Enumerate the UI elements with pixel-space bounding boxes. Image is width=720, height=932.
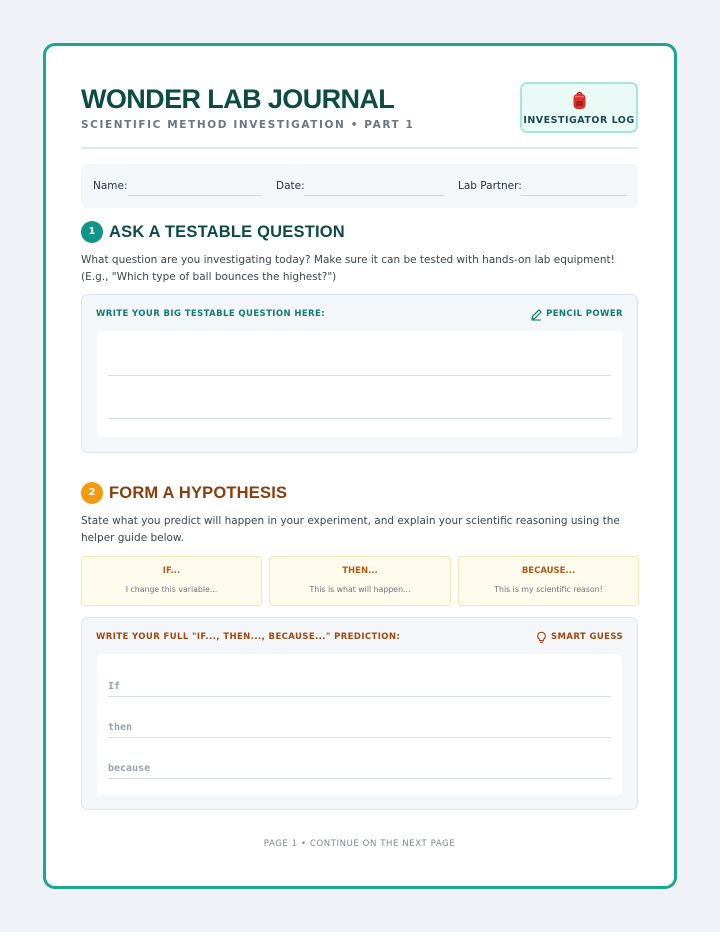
prompt-if: If: [108, 681, 121, 692]
backpack-icon: [572, 91, 587, 110]
pencil-power-tag: [546, 309, 623, 319]
writing-line: [108, 778, 611, 779]
guide-then: [269, 556, 451, 606]
page-footer: PAGE 1 • CONTINUE ON THE NEXT PAGE: [263, 839, 456, 849]
guide-title: IF...: [162, 566, 181, 576]
writing-line: [108, 418, 611, 419]
prediction-card: [81, 617, 638, 810]
journal-page: [43, 43, 677, 889]
lightbulb-icon: [535, 631, 548, 644]
prediction-card-label: WRITE YOUR FULL "IF..., THEN..., BECAUSE..." PREDICTION:: [96, 632, 401, 642]
page-subtitle: SCIENTIFIC METHOD INVESTIGATION • PART 1: [81, 119, 415, 131]
page-content: [81, 46, 638, 886]
page-title: WONDER LAB JOURNAL: [81, 84, 395, 114]
prompt-because: because: [108, 763, 151, 774]
guide-subtitle: This is my scientific reason!: [494, 585, 603, 594]
partner-field[interactable]: [521, 195, 627, 196]
writing-line: [108, 737, 611, 738]
prediction-writing-area[interactable]: [97, 654, 622, 795]
section1-number: 1: [81, 221, 103, 243]
guide-if: [81, 556, 262, 606]
date-label: Date:: [276, 180, 305, 192]
guide-title: BECAUSE...: [521, 566, 576, 576]
date-field[interactable]: [304, 195, 444, 196]
section2-description: State what you predict will happen in your experiment, and explain your scientific reasoning using the helper guide below.: [81, 515, 620, 544]
name-field[interactable]: [128, 195, 261, 196]
guide-subtitle: I change this variable...: [125, 585, 218, 594]
question-card-label: WRITE YOUR BIG TESTABLE QUESTION HERE:: [96, 309, 325, 319]
smart-guess-tag: [551, 632, 623, 642]
prompt-then: then: [108, 722, 133, 733]
question-card: [81, 294, 638, 453]
smart-guess-label: SMART GUESS: [550, 632, 623, 642]
writing-line: [108, 375, 611, 376]
section1-description: What question are you investigating today? Make sure it can be tested with hands-on lab equipment! (E.g., "Which type of ball bounces the highest?"): [81, 254, 615, 283]
section2-title: FORM A HYPOTHESIS: [109, 484, 288, 502]
student-info-bar: [81, 164, 638, 208]
investigator-log-badge: [520, 82, 638, 133]
guide-because: [458, 556, 639, 606]
pencil-power-label: PENCIL POWER: [546, 309, 623, 319]
name-label: Name:: [93, 180, 128, 192]
badge-label: INVESTIGATOR LOG: [523, 115, 635, 126]
header-divider: [81, 147, 638, 149]
writing-line: [108, 696, 611, 697]
section2-number: 2: [81, 482, 103, 504]
question-writing-area[interactable]: [97, 331, 622, 437]
partner-label: Lab Partner:: [458, 180, 522, 192]
section1-title: ASK A TESTABLE QUESTION: [109, 223, 345, 241]
guide-title: THEN...: [342, 566, 378, 576]
pencil-icon: [530, 308, 543, 321]
guide-subtitle: This is what will happen...: [309, 585, 411, 594]
